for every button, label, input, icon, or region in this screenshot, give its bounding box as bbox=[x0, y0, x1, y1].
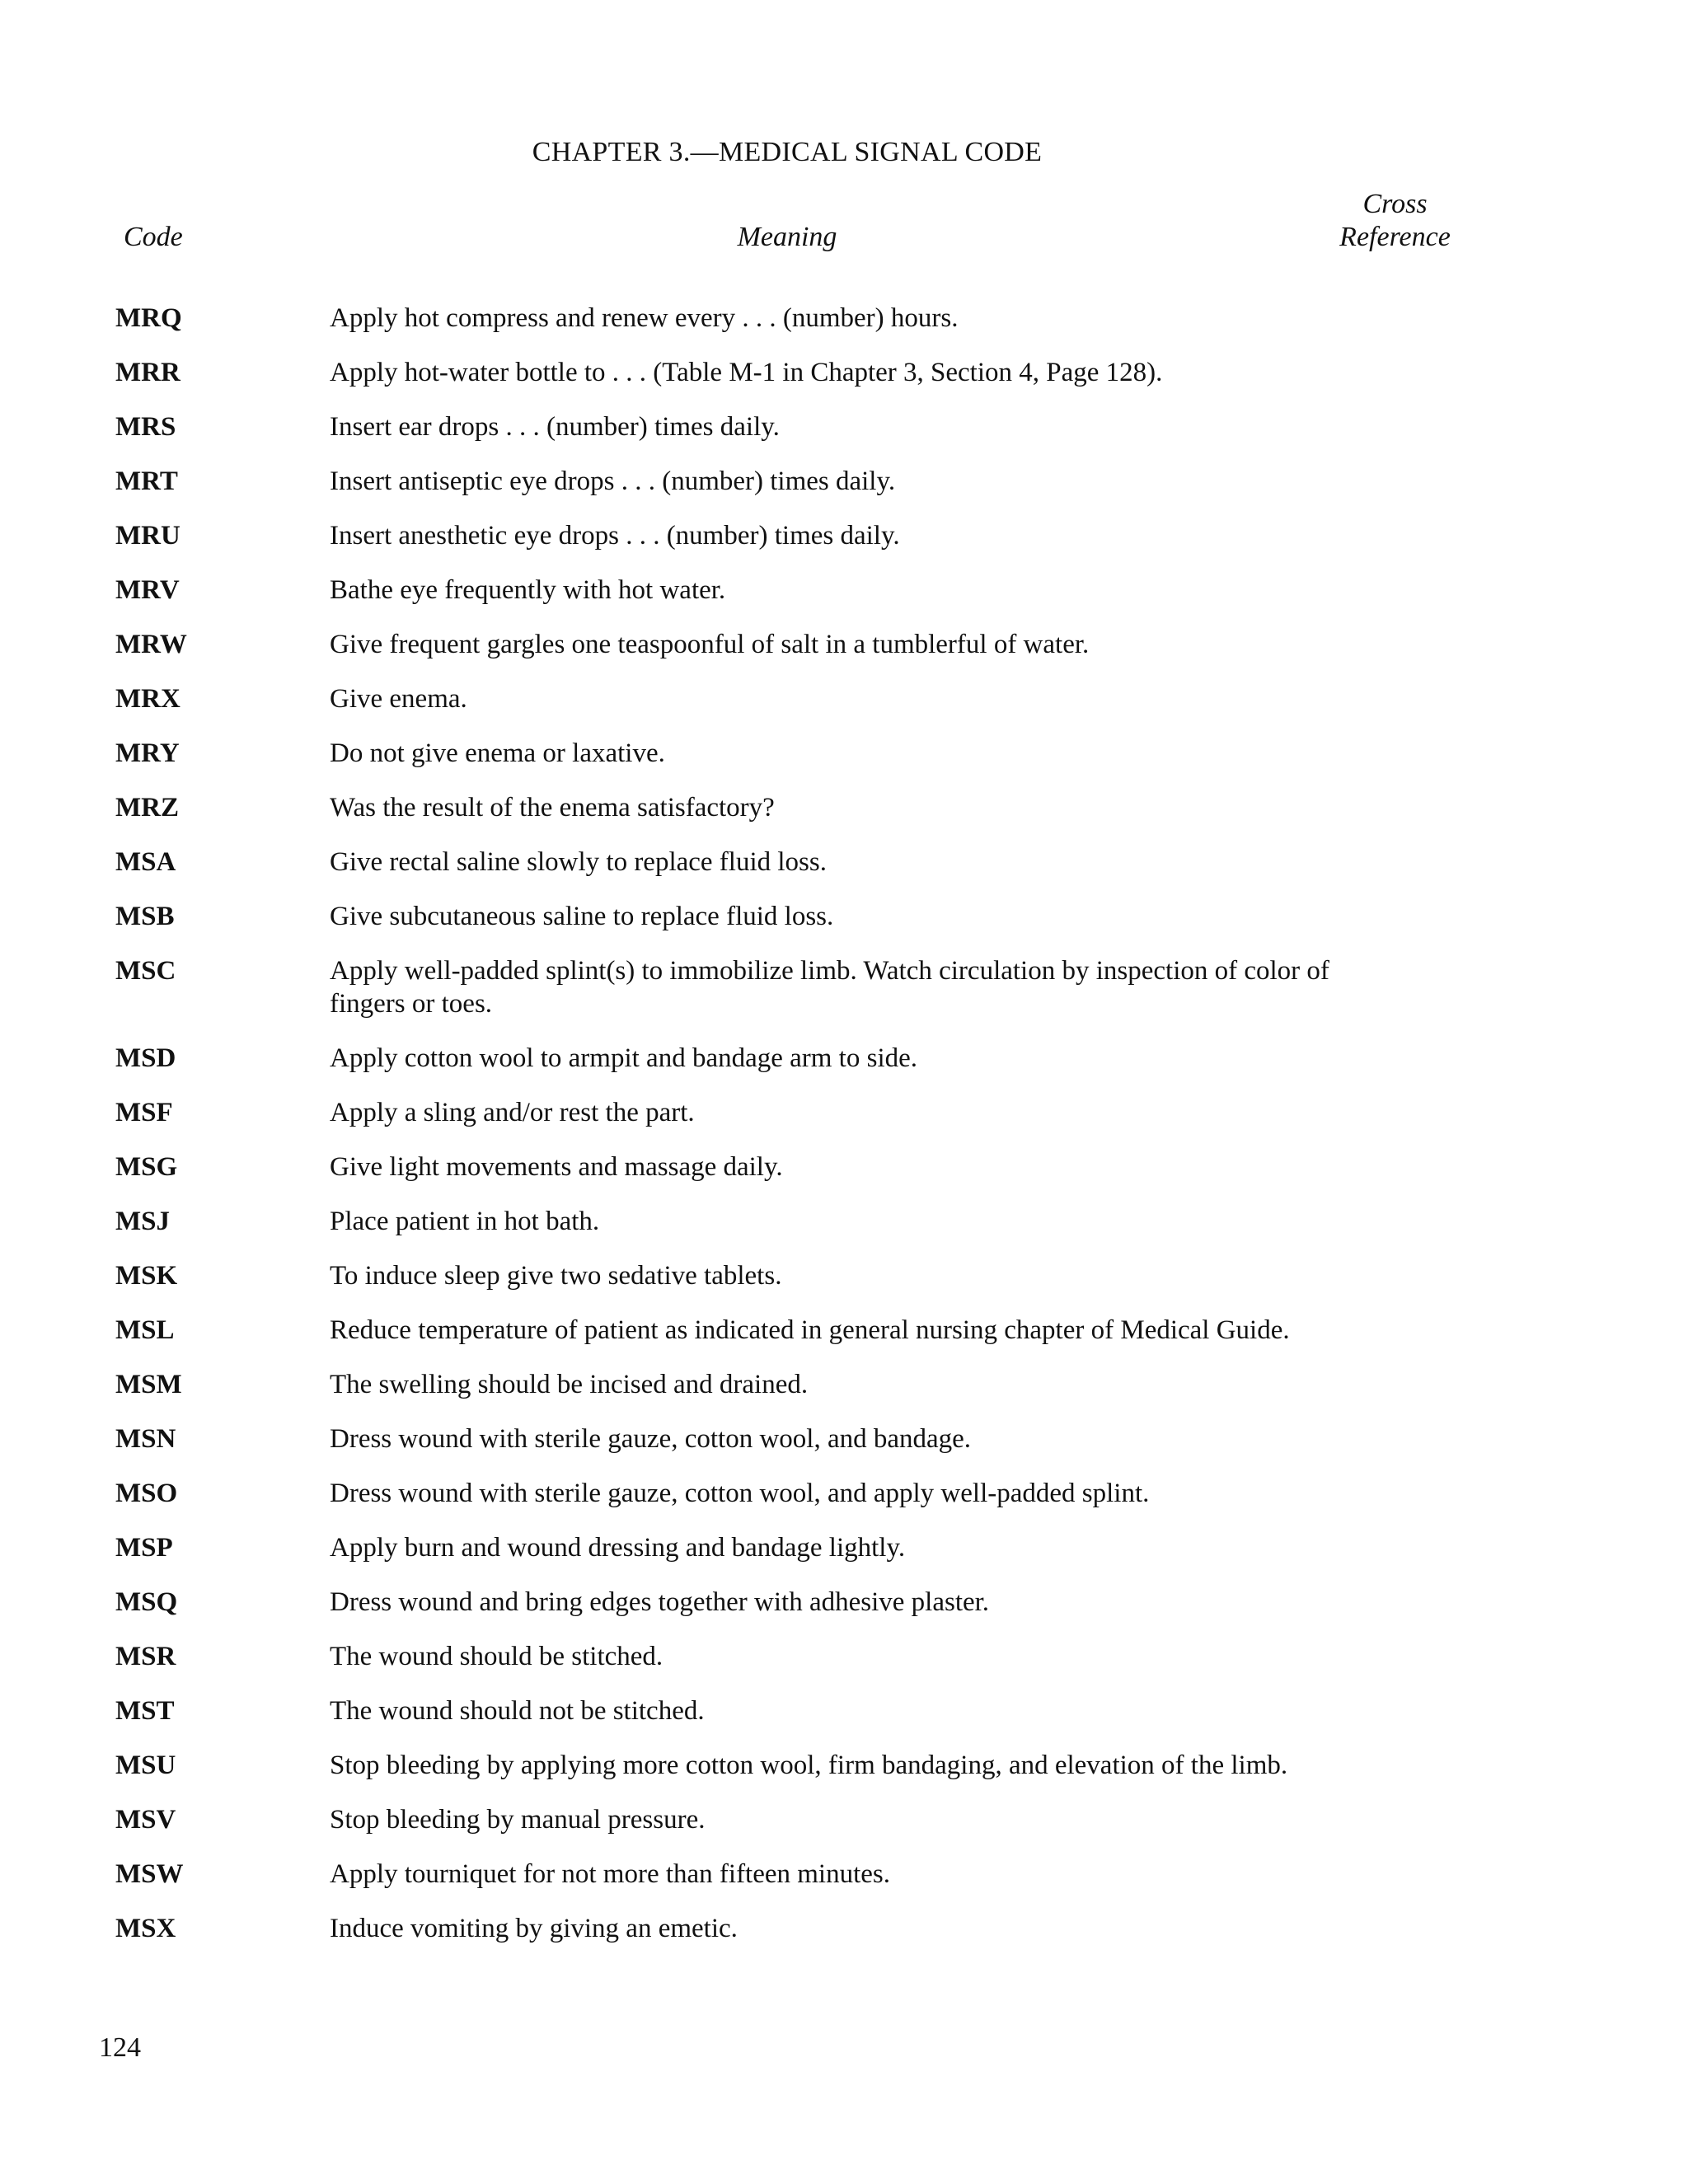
entry-code: MSU bbox=[115, 1750, 176, 1780]
page-number: 124 bbox=[99, 2032, 141, 2063]
entry-code: MSL bbox=[115, 1315, 175, 1345]
entry-meaning: To induce sleep give two sedative tablets. bbox=[330, 1261, 782, 1291]
table-row bbox=[0, 1042, 1688, 1096]
entry-meaning: Apply cotton wool to armpit and bandage arm to side. bbox=[330, 1043, 918, 1073]
entry-code: MSX bbox=[115, 1914, 176, 1943]
entry-meaning: Apply tourniquet for not more than fifteen minutes. bbox=[330, 1859, 891, 1889]
entry-meaning: The swelling should be incised and drained. bbox=[330, 1370, 809, 1399]
code-table bbox=[0, 302, 1688, 1966]
table-row bbox=[0, 574, 1688, 628]
table-row bbox=[0, 1803, 1688, 1858]
entry-code: MRU bbox=[115, 521, 181, 551]
table-row bbox=[0, 628, 1688, 682]
entry-code: MSW bbox=[115, 1859, 184, 1889]
entry-code: MSJ bbox=[115, 1207, 170, 1236]
entry-code: MSF bbox=[115, 1098, 173, 1127]
table-row bbox=[0, 1422, 1688, 1477]
entry-meaning: Give subcutaneous saline to replace fluid loss. bbox=[330, 902, 834, 931]
entry-meaning: Give rectal saline slowly to replace fluid loss. bbox=[330, 847, 827, 877]
table-row bbox=[0, 302, 1688, 356]
entry-meaning: Dress wound and bring edges together with adhesive plaster. bbox=[330, 1587, 990, 1617]
entry-code: MSV bbox=[115, 1805, 176, 1835]
table-row bbox=[0, 737, 1688, 791]
table-row bbox=[0, 1368, 1688, 1422]
entry-meaning: Apply burn and wound dressing and bandage lightly. bbox=[330, 1533, 906, 1563]
entry-meaning: The wound should not be stitched. bbox=[330, 1696, 705, 1726]
entry-meaning: Was the result of the enema satisfactory? bbox=[330, 793, 775, 823]
entry-code: MSA bbox=[115, 847, 176, 877]
entry-code: MSR bbox=[115, 1642, 176, 1671]
table-row bbox=[0, 1151, 1688, 1205]
entry-meaning: Place patient in hot bath. bbox=[330, 1207, 600, 1236]
entry-code: MRW bbox=[115, 630, 187, 659]
table-row bbox=[0, 356, 1688, 410]
table-row bbox=[0, 954, 1688, 1042]
entry-code: MSN bbox=[115, 1424, 176, 1454]
column-header-cross-reference: Cross Reference bbox=[1339, 189, 1451, 252]
column-header-meaning: Meaning bbox=[737, 222, 837, 252]
entry-code: MRV bbox=[115, 575, 180, 605]
entry-code: MRR bbox=[115, 358, 181, 387]
page-title: CHAPTER 3.—MEDICAL SIGNAL CODE bbox=[532, 137, 1043, 167]
entry-code: MRY bbox=[115, 738, 180, 768]
entry-code: MSC bbox=[115, 956, 176, 986]
table-row bbox=[0, 846, 1688, 900]
entry-meaning: Do not give enema or laxative. bbox=[330, 738, 665, 768]
table-row bbox=[0, 900, 1688, 954]
entry-meaning: Reduce temperature of patient as indicated in general nursing chapter of Medical Guide. bbox=[330, 1315, 1290, 1345]
entry-code: MSP bbox=[115, 1533, 173, 1563]
entry-code: MSG bbox=[115, 1152, 178, 1182]
entry-code: MSQ bbox=[115, 1587, 178, 1617]
table-row bbox=[0, 1259, 1688, 1314]
entry-code: MSD bbox=[115, 1043, 176, 1073]
entry-code: MSO bbox=[115, 1479, 178, 1508]
table-row bbox=[0, 682, 1688, 737]
table-row bbox=[0, 1694, 1688, 1749]
table-row bbox=[0, 1858, 1688, 1912]
table-row bbox=[0, 791, 1688, 846]
table-row bbox=[0, 1477, 1688, 1531]
table-row bbox=[0, 465, 1688, 519]
entry-meaning: Apply a sling and/or rest the part. bbox=[330, 1098, 695, 1127]
entry-meaning: Give light movements and massage daily. bbox=[330, 1152, 783, 1182]
entry-meaning: Stop bleeding by manual pressure. bbox=[330, 1805, 706, 1835]
entry-code: MST bbox=[115, 1696, 175, 1726]
entry-code: MRX bbox=[115, 684, 181, 714]
entry-code: MSB bbox=[115, 902, 175, 931]
entry-meaning: Dress wound with sterile gauze, cotton wool, and bandage. bbox=[330, 1424, 972, 1454]
entry-code: MRT bbox=[115, 466, 178, 496]
entry-code: MSM bbox=[115, 1370, 182, 1399]
table-row bbox=[0, 1749, 1688, 1803]
entry-meaning: Induce vomiting by giving an emetic. bbox=[330, 1914, 738, 1943]
entry-meaning: Insert anesthetic eye drops . . . (number) times daily. bbox=[330, 521, 900, 551]
entry-meaning: Apply hot-water bottle to . . . (Table M-1 in Chapter 3, Section 4, Page 128). bbox=[330, 358, 1163, 387]
entry-meaning: Bathe eye frequently with hot water. bbox=[330, 575, 726, 605]
entry-meaning: The wound should be stitched. bbox=[330, 1642, 663, 1671]
entry-meaning: Insert antiseptic eye drops . . . (number) times daily. bbox=[330, 466, 896, 496]
entry-code: MSK bbox=[115, 1261, 178, 1291]
entry-meaning: Give frequent gargles one teaspoonful of salt in a tumblerful of water. bbox=[330, 630, 1090, 659]
table-row bbox=[0, 410, 1688, 465]
table-row bbox=[0, 1912, 1688, 1966]
table-row bbox=[0, 1314, 1688, 1368]
table-row bbox=[0, 519, 1688, 574]
table-row bbox=[0, 1531, 1688, 1586]
table-row bbox=[0, 1586, 1688, 1640]
entry-code: MRZ bbox=[115, 793, 179, 823]
entry-meaning: Apply hot compress and renew every . . . (number) hours. bbox=[330, 303, 959, 333]
entry-meaning: Dress wound with sterile gauze, cotton wool, and apply well-padded splint. bbox=[330, 1479, 1150, 1508]
table-row bbox=[0, 1096, 1688, 1151]
table-row bbox=[0, 1640, 1688, 1694]
entry-meaning: Insert ear drops . . . (number) times daily. bbox=[330, 412, 780, 442]
column-header-code: Code bbox=[124, 222, 183, 252]
entry-code: MRS bbox=[115, 412, 176, 442]
entry-code: MRQ bbox=[115, 303, 182, 333]
entry-meaning: Apply well-padded splint(s) to immobilize limb. Watch circulation by inspection of color of fingers or toes. bbox=[330, 956, 1329, 1019]
entry-meaning: Stop bleeding by applying more cotton wool, firm bandaging, and elevation of the limb. bbox=[330, 1750, 1288, 1780]
table-row bbox=[0, 1205, 1688, 1259]
entry-meaning: Give enema. bbox=[330, 684, 467, 714]
